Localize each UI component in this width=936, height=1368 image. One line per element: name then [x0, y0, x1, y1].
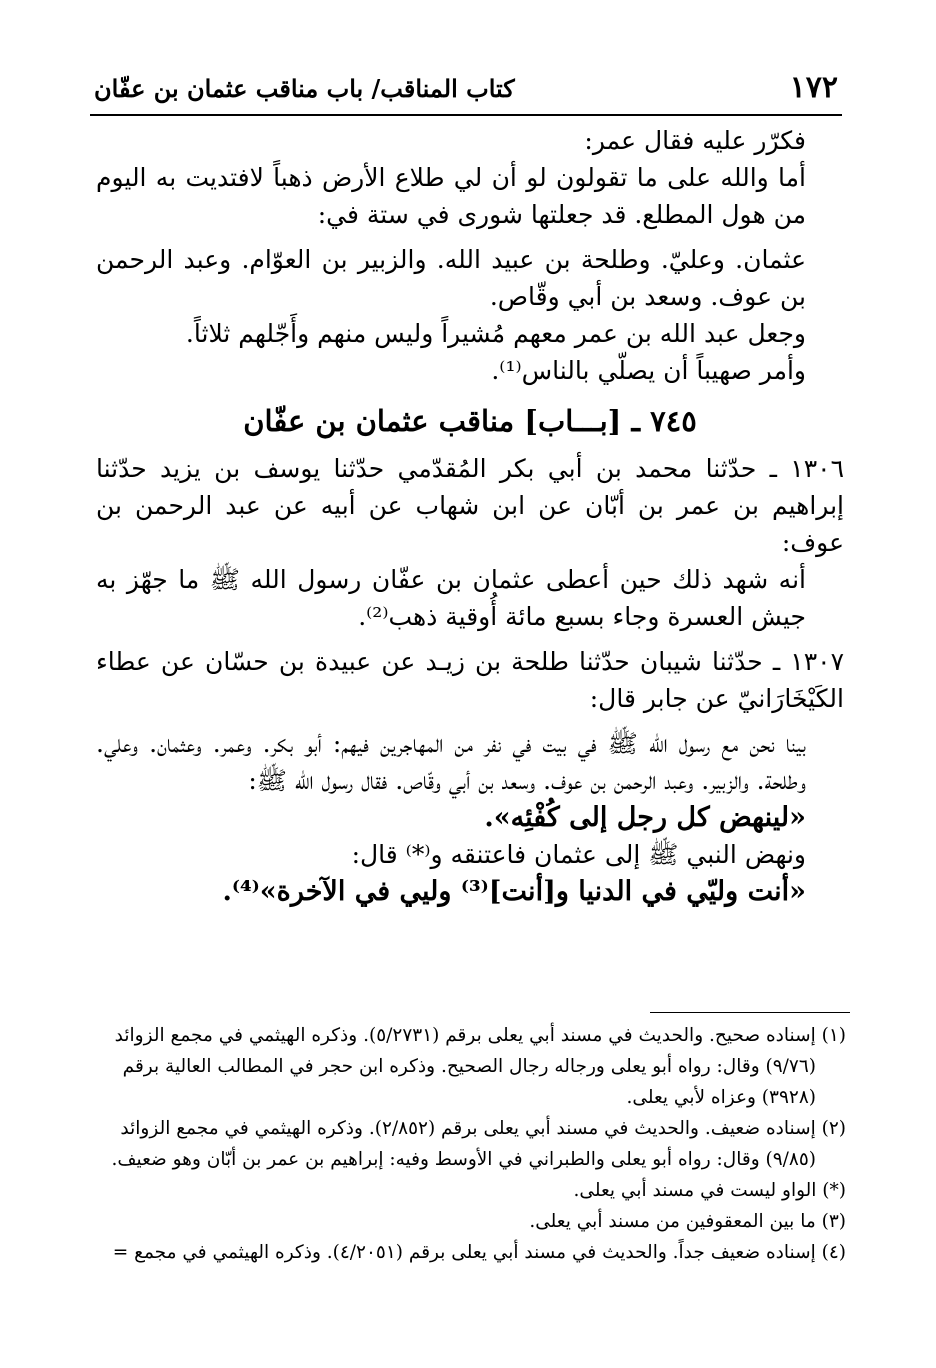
footnotes [86, 1020, 846, 1268]
footnote-line: (*) الواو ليست في مسند أبي يعلى. [573, 1180, 846, 1201]
text-line: وجعل عبد الله بن عمر معهم مُشيراً وليس منهم وأَجّلهم ثلاثاً. [185, 319, 806, 348]
hadith-quote: «أنت وليّي في الدنيا و[أنت]⁽³⁾ وليي في الآخرة»⁽⁴⁾. [222, 876, 806, 907]
hadith-1306-matn: أنه شهد ذلك حين أعطى عثمان بن عفّان رسول الله ﷺ ما جهّز به جيش العسرة وجاء بسبع مائة أُوقية ذهب⁽²⁾. [96, 565, 806, 631]
hadith-quote: «لينهض كل رجل إلى كُفْئِه». [484, 802, 806, 833]
header-rule [90, 114, 842, 116]
text-line: فكرّر عليه فقال عمر: [584, 126, 806, 155]
footnote-line: (٤) إسناده ضعيف جداً. والحديث في مسند أبي يعلى برقم (٤/٢٠٥١). وذكره الهيثمي في مجمع = [112, 1242, 846, 1263]
page-number: ١٧٢ [789, 70, 838, 105]
footnote-line: (١) إسناده صحيح. والحديث في مسند أبي يعلى برقم (٥/٢٧٣١). وذكره الهيثمي في مجمع الزوائد [114, 1025, 846, 1046]
text-line: أما والله على ما تقولون لو أن لي طلاع الأرض ذهباً لافتديت به اليوم من هول المطلع. قد جعلتها شورى في ستة في: [96, 163, 806, 229]
hadith-1307-isnad: ١٣٠٧ ـ حدّثنا شيبان حدّثنا طلحة بن زيـد عن عبيدة بن حسّان عن عطاء الكَيْخَارَانيّ عن جابر قال: [96, 647, 844, 713]
chapter-heading: ٧٤٥ ـ [بـــاب] مناقب عثمان بن عفّان [243, 404, 697, 438]
footnote-rule [650, 1012, 850, 1013]
footnote-line: (٣) ما بين المعقوفين من مسند أبي يعلى. [529, 1211, 846, 1232]
footnote-line: (٩/٧٦) وقال: رواه أبو يعلى ورجاله رجال الصحيح. وذكره ابن حجر في المطالب العالية برقم [122, 1056, 816, 1077]
hadith-1307-matn: بينا نحن مع رسول الله ﷺ في بيت في نفر من المهاجرين فيهم: أبو بكر. وعمر. وعثمان. وعلي. وطلحة. والزبير. وعبد الرحمن بن عوف. وسعد بن أبي وقّاص. فقال رسول الله ﷺ: [96, 729, 806, 795]
footnote-line: (٢) إسناده ضعيف. والحديث في مسند أبي يعلى برقم (٢/٨٥٢). وذكره الهيثمي في مجمع الزوائد [120, 1118, 846, 1139]
footnote-line: (٣٩٢٨) وعزاه لأبي يعلى. [626, 1087, 816, 1108]
footnote-line: (٩/٨٥) وقال: رواه أبو يعلى والطبراني في الأوسط وفيه: إبراهيم بن عمر بن أبّان وهو ضعيف. [111, 1149, 816, 1170]
running-title: كتاب المناقب/ باب مناقب عثمان بن عفّان [94, 74, 515, 103]
hadith-narration: ونهض النبي ﷺ إلى عثمان فاعتنقه و⁽*⁾ قال: [351, 840, 806, 869]
main-text [96, 122, 844, 910]
hadith-1306-isnad: ١٣٠٦ ـ حدّثنا محمد بن أبي بكر المُقدّمي حدّثنا يوسف بن يزيد حدّثنا إبراهيم بن عمر بن أبّان عن ابن شهاب عن أبيه عن عبد الرحمن بن عوف: [96, 454, 844, 557]
text-line: عثمان. وعليّ. وطلحة بن عبيد الله. والزبير بن العوّام. وعبد الرحمن بن عوف. وسعد بن أبي وقّاص. [96, 245, 806, 311]
text-line: وأمر صهيباً أن يصلّي بالناس⁽¹⁾. [491, 356, 806, 385]
running-header [90, 62, 840, 118]
